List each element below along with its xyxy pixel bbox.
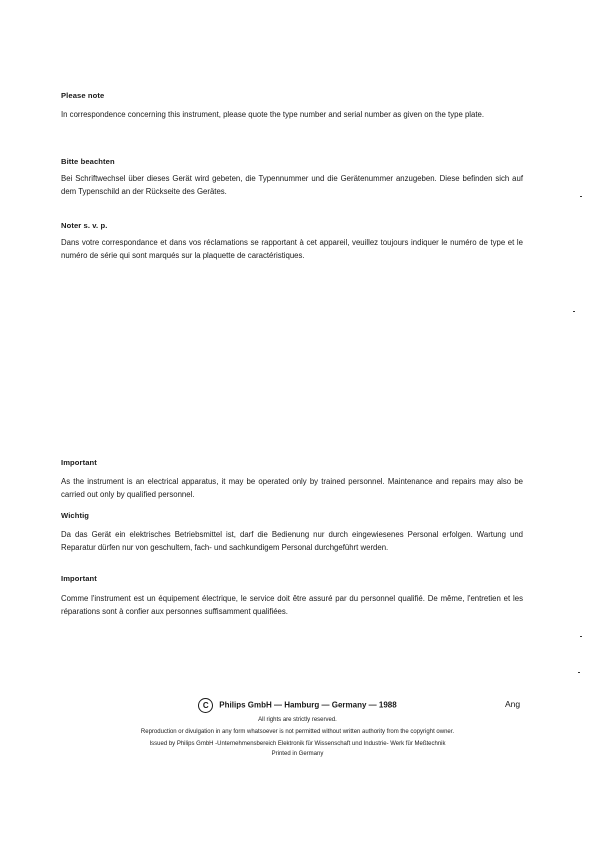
reproduction-notice: Reproduction or divulgation in any form whatsoever is not permitted without written authority from the copyright owner. — [140, 729, 455, 735]
important-fr-heading: Important — [61, 574, 97, 583]
important-fr-text: Comme l'instrument est un équipement électrique, le service doit être assuré par du personnel qualifié. De même, l'entretien et les réparations sont à confier aux personnes suffisamment qualifiées. — [61, 594, 523, 616]
note-fr-text: Dans votre correspondance et dans vos réclamations se rapportant à cet appareil, veuillez toujours indiquer le numéro de type et le numéro de série qui sont marqués sur la plaquette de caractéristiques. — [61, 238, 523, 260]
language-code: Ang — [505, 699, 521, 709]
note-de-heading: Bitte beachten — [61, 157, 115, 166]
scan-mark — [578, 672, 580, 673]
copyright-icon: C — [198, 698, 213, 713]
copyright-text: Philips GmbH — Hamburg — Germany — 1988 — [219, 700, 397, 710]
note-de-text: Bei Schriftwechsel über dieses Gerät wird gebeten, die Typennummer und die Gerätenummer anzugeben. Diese befinden sich auf dem Typenschild an der Rückseite des Gerätes. — [61, 174, 523, 196]
note-en-text: In correspondence concerning this instrument, please quote the type number and serial number as given on the type plate. — [61, 110, 485, 119]
note-fr-heading: Noter s. v. p. — [61, 221, 108, 230]
scan-mark — [573, 311, 575, 312]
scan-mark — [580, 196, 582, 197]
issued-by: Issued by Philips GmbH -Unternehmensbereich Elektronik für Wissenschaft und Industrie- Werk für Meßtechnik — [149, 741, 446, 747]
note-en-heading: Please note — [61, 91, 105, 100]
important-en-heading: Important — [61, 458, 97, 467]
printed-in: Printed in Germany — [271, 751, 324, 757]
scan-mark — [580, 636, 582, 637]
important-de-heading: Wichtig — [61, 511, 90, 520]
important-en-text: As the instrument is an electrical apparatus, it may be operated only by trained personnel. Maintenance and repairs may also be carried out only by qualified personnel. — [61, 477, 523, 499]
important-de-text: Da das Gerät ein elektrisches Betriebsmittel ist, darf die Bedienung nur durch eingewiesenes Personal erfolgen. Wartung und Reparatur dürfen nur von geschultem, fach- und sachkundigem Personal durchgeführt werden. — [61, 530, 523, 552]
rights-reserved: All rights are strictly reserved. — [258, 717, 337, 723]
